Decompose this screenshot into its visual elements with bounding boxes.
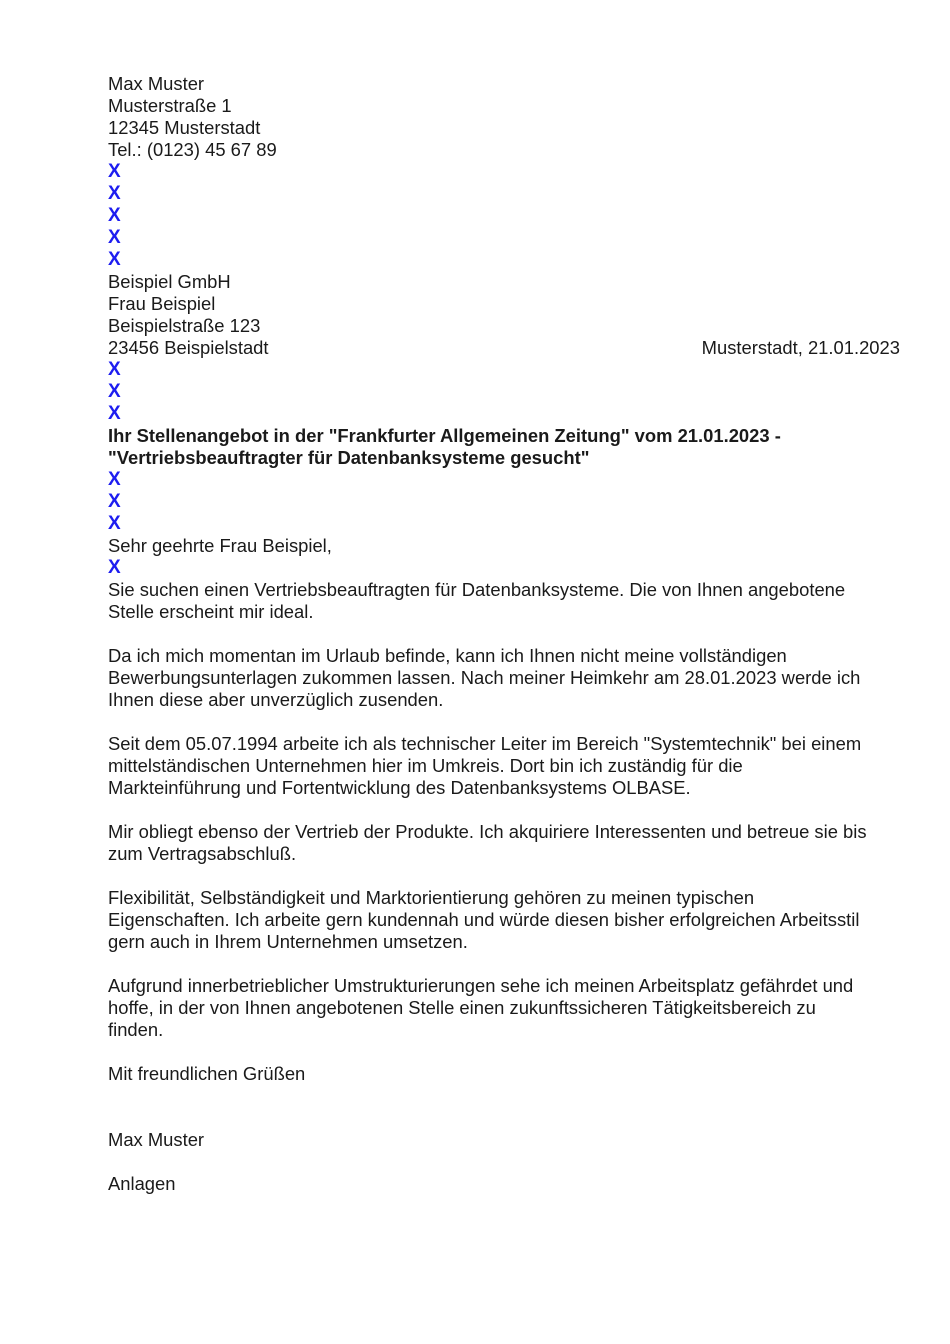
sender-block: [108, 73, 900, 161]
body-line: hoffe, in der von Ihnen angebotenen Stelle einen zukunftssicheren Tätigkeitsbereich zu: [108, 997, 816, 1018]
recipient-street: Beispielstraße 123: [108, 315, 261, 336]
body-line: Aufgrund innerbetrieblicher Umstrukturierungen sehe ich meinen Arbeitsplatz gefährdet und: [108, 975, 854, 996]
spacing-marker: X: [108, 513, 121, 534]
spacing-marker: X: [108, 491, 121, 512]
recipient-block: [108, 271, 900, 359]
letter-body: [108, 579, 900, 1041]
spacer: [108, 1151, 900, 1173]
closing: Mit freundlichen Grüßen: [108, 1063, 306, 1084]
body-paragraph: [108, 645, 900, 711]
spacing-marker: X: [108, 381, 121, 402]
signature-space: [108, 1085, 900, 1107]
body-line: Sie suchen einen Vertriebsbeauftragten für Datenbanksysteme. Die von Ihnen angebotene: [108, 579, 846, 600]
body-paragraph: [108, 579, 900, 623]
body-line: Stelle erscheint mir ideal.: [108, 601, 314, 622]
date-line: Musterstadt, 21.01.2023: [701, 337, 900, 358]
sender-phone: Tel.: (0123) 45 67 89: [108, 139, 277, 160]
attachments-label: Anlagen: [108, 1173, 176, 1194]
spacing-marker: X: [108, 359, 121, 380]
spacing-marker: X: [108, 469, 121, 490]
sender-street: Musterstraße 1: [108, 95, 232, 116]
signature-name: Max Muster: [108, 1129, 205, 1150]
body-paragraph: [108, 821, 900, 865]
spacing-marker: X: [108, 205, 121, 226]
body-line: mittelständischen Unternehmen hier im Umkreis. Dort bin ich zuständig für die: [108, 755, 743, 776]
body-line: Mir obliegt ebenso der Vertrieb der Produkte. Ich akquiriere Interessenten und betreue sie bis: [108, 821, 867, 842]
body-line: Da ich mich momentan im Urlaub befinde, kann ich Ihnen nicht meine vollständigen: [108, 645, 787, 666]
body-paragraph: [108, 975, 900, 1041]
spacing-marker: X: [108, 403, 121, 424]
recipient-contact: Frau Beispiel: [108, 293, 216, 314]
sender-city: 12345 Musterstadt: [108, 117, 261, 138]
body-line: gern auch in Ihrem Unternehmen umsetzen.: [108, 931, 468, 952]
body-line: Bewerbungsunterlagen zukommen lassen. Nach meiner Heimkehr am 28.01.2023 werde ich: [108, 667, 861, 688]
body-line: Flexibilität, Selbständigkeit und Marktorientierung gehören zu meinen typischen: [108, 887, 755, 908]
recipient-city-date-row: [108, 337, 900, 359]
spacing-marker: X: [108, 249, 121, 270]
body-line: Seit dem 05.07.1994 arbeite ich als technischer Leiter im Bereich "Systemtechnik" bei einem: [108, 733, 862, 754]
subject-line: [108, 425, 900, 469]
body-line: Markteinführung und Fortentwicklung des Datenbanksystems OLBASE.: [108, 777, 691, 798]
body-paragraph: [108, 887, 900, 953]
body-paragraph: [108, 733, 900, 799]
letter-page: [108, 73, 900, 1195]
spacing-marker: X: [108, 161, 121, 182]
spacing-marker: X: [108, 557, 121, 578]
sender-name: Max Muster: [108, 73, 205, 94]
recipient-city: 23456 Beispielstadt: [108, 337, 269, 358]
subject-line-2: "Vertriebsbeauftragter für Datenbanksysteme gesucht": [108, 447, 590, 468]
subject-line-1: Ihr Stellenangebot in der "Frankfurter Allgemeinen Zeitung" vom 21.01.2023 -: [108, 425, 781, 446]
body-line: finden.: [108, 1019, 164, 1040]
salutation: Sehr geehrte Frau Beispiel,: [108, 535, 332, 556]
body-line: Eigenschaften. Ich arbeite gern kundennah und würde diesen bisher erfolgreichen Arbeitsstil: [108, 909, 860, 930]
spacing-marker: X: [108, 227, 121, 248]
body-line: Ihnen diese aber unverzüglich zusenden.: [108, 689, 444, 710]
body-line: zum Vertragsabschluß.: [108, 843, 297, 864]
spacing-marker: X: [108, 183, 121, 204]
recipient-company: Beispiel GmbH: [108, 271, 231, 292]
signature-space: [108, 1107, 900, 1129]
